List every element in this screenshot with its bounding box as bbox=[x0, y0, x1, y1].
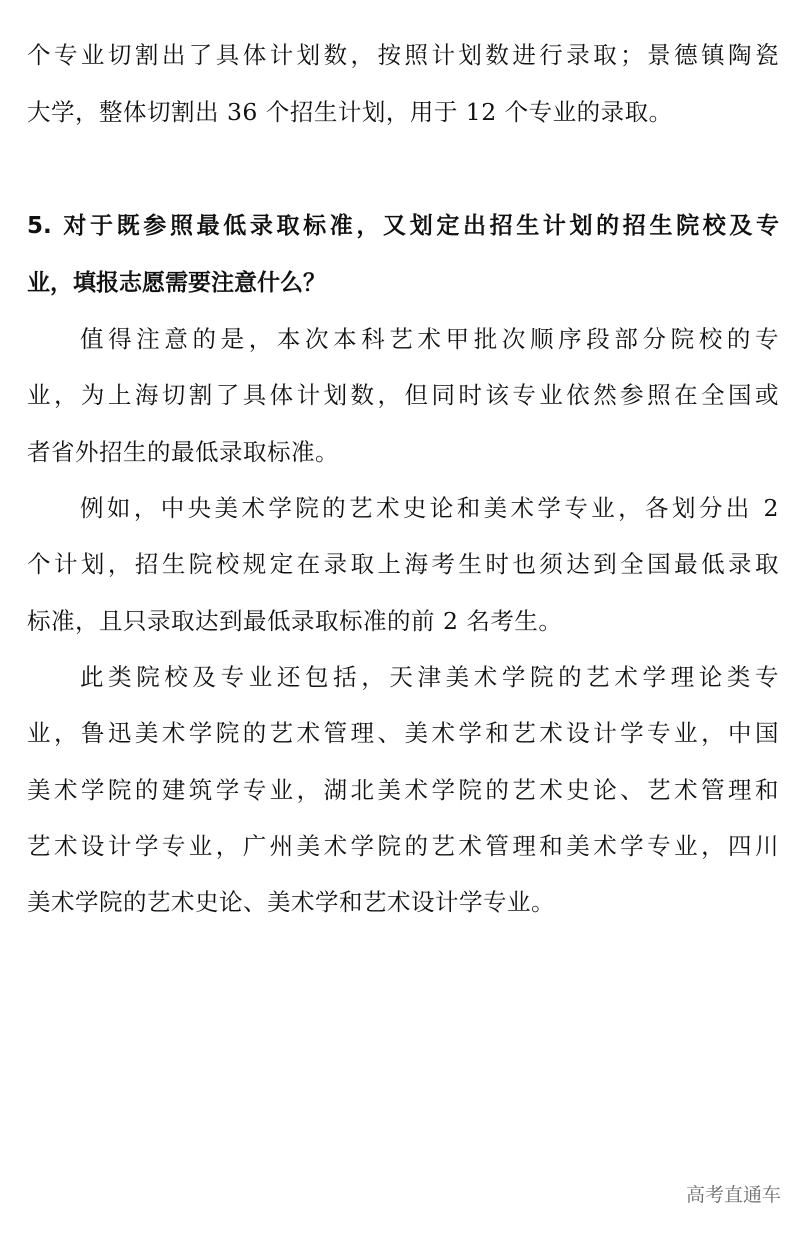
paragraph-3-line-3: 美术学院的建筑学专业，湖北美术学院的艺术史论、艺术管理和 bbox=[27, 776, 779, 804]
paragraph-3-line-2: 业，鲁迅美术学院的艺术管理、美术学和艺术设计学专业，中国 bbox=[27, 719, 779, 747]
paragraph-1-line-2: 业，为上海切割了具体计划数，但同时该专业依然参照在全国或 bbox=[27, 381, 779, 409]
section-heading-line-2: 业，填报志愿需要注意什么？ bbox=[27, 270, 326, 296]
paragraph-1-line-1: 值得注意的是，本次本科艺术甲批次顺序段部分院校的专 bbox=[80, 325, 779, 353]
intro-line-1: 个专业切割出了具体计划数，按照计划数进行录取；景德镇陶瓷 bbox=[27, 41, 779, 69]
intro-line-2: 大学，整体切割出 36 个招生计划，用于 12 个专业的录取。 bbox=[27, 98, 673, 126]
paragraph-3-line-4: 艺术设计学专业，广州美术学院的艺术管理和美术学专业，四川 bbox=[27, 832, 779, 860]
source-watermark: 高考直通车 bbox=[685, 1184, 781, 1206]
paragraph-1-line-3: 者省外招生的最低录取标准。 bbox=[27, 438, 339, 466]
paragraph-3-line-1: 此类院校及专业还包括，天津美术学院的艺术学理论类专 bbox=[80, 663, 779, 691]
paragraph-2-line-2: 个计划，招生院校规定在录取上海考生时也须达到全国最低录取 bbox=[27, 550, 779, 578]
paragraph-2-line-1: 例如，中央美术学院的艺术史论和美术学专业，各划分出 2 bbox=[80, 494, 779, 522]
paragraph-3-line-5: 美术学院的艺术史论、美术学和艺术设计学专业。 bbox=[27, 888, 555, 916]
section-heading-line-1: 5. 对于既参照最低录取标准，又划定出招生计划的招生院校及专 bbox=[27, 213, 779, 239]
paragraph-2-line-3: 标准，且只录取达到最低录取标准的前 2 名考生。 bbox=[27, 607, 563, 635]
